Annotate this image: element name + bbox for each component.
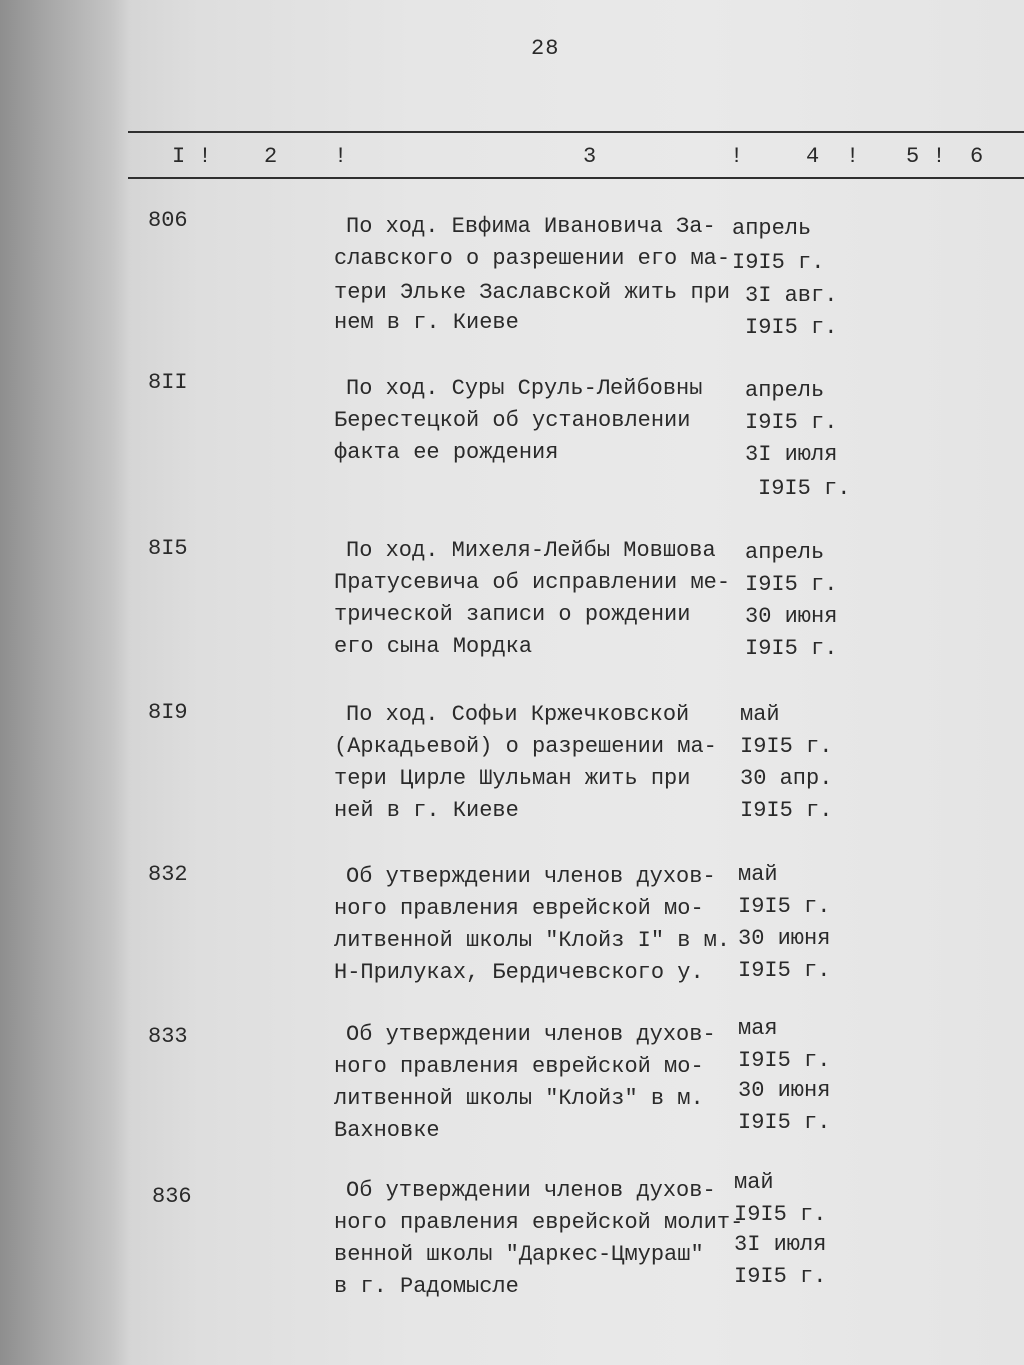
entry-desc-line: ного правления еврейской мо- [334, 896, 704, 921]
entry-date-line: апрель [745, 540, 825, 565]
entry-number: 8I9 [148, 700, 188, 725]
entry-date-line: мая [738, 1016, 778, 1041]
entry-desc-line: венной школы "Даркес-Цмураш" [334, 1242, 704, 1267]
header-sep-3: ! [730, 144, 744, 169]
entry-date-line: I9I5 г. [734, 1264, 827, 1289]
entry-desc-line: в г. Радомысле [334, 1274, 519, 1299]
entry-number: 833 [148, 1024, 188, 1049]
entry-date-line: май [734, 1170, 774, 1195]
entry-date-line: I9I5 г. [740, 734, 833, 759]
entry-date-line: I9I5 г. [740, 798, 833, 823]
entry-date-line: апрель [745, 378, 825, 403]
entry-date-line: I9I5 г. [738, 1110, 831, 1135]
entry-desc-line: ного правления еврейской мо- [334, 1054, 704, 1079]
entry-desc-line: тери Цирле Шульман жить при [334, 766, 691, 791]
header-col-5: 5 ! [906, 144, 946, 169]
entry-desc-line: ного правления еврейской молит- [334, 1210, 744, 1235]
entry-date-line: I9I5 г. [745, 315, 838, 340]
entry-date-line: май [740, 702, 780, 727]
entry-desc-line: Об утверждении членов духов- [346, 1178, 716, 1203]
header-sep-4: ! [846, 144, 860, 169]
entry-desc-line: литвенной школы "Клойз I" в м. [334, 928, 731, 953]
entry-desc-line: По ход. Евфима Ивановича За- [346, 214, 716, 239]
entry-desc-line: его сына Мордка [334, 634, 533, 659]
entry-date-line: 3I июля [745, 442, 838, 467]
entry-desc-line: ней в г. Киеве [334, 798, 519, 823]
entry-desc-line: Об утверждении членов духов- [346, 1022, 716, 1047]
entry-date-line: 30 июня [745, 604, 838, 629]
entry-date-line: I9I5 г. [745, 410, 838, 435]
entry-date-line: май [738, 862, 778, 887]
entry-desc-line: По ход. Михеля-Лейбы Мовшова [346, 538, 716, 563]
entry-desc-line: нем в г. Киеве [334, 310, 519, 335]
page-number: 28 [531, 36, 560, 61]
entry-date-line: I9I5 г. [738, 958, 831, 983]
entry-date-line: I9I5 г. [745, 636, 838, 661]
header-rule-bottom [128, 177, 1024, 179]
entry-date-line: I9I5 г. [738, 1048, 831, 1073]
entry-desc-line: Берестецкой об установлении [334, 408, 691, 433]
entry-desc-line: Об утверждении членов духов- [346, 864, 716, 889]
entry-date-line: I9I5 г. [758, 476, 851, 501]
entry-desc-line: (Аркадьевой) о разрешении ма- [334, 734, 717, 759]
entry-date-line: 30 июня [738, 926, 831, 951]
entry-date-line: 3I июля [734, 1232, 827, 1257]
header-rule-top [128, 131, 1024, 133]
entry-date-line: 30 апр. [740, 766, 833, 791]
entry-desc-line: Н-Прилуках, Бердичевского у. [334, 960, 704, 985]
entry-desc-line: тери Эльке Заславской жить при [334, 280, 731, 305]
header-sep-2: ! [334, 144, 348, 169]
header-col-2: 2 [264, 144, 278, 169]
entry-date-line: I9I5 г. [745, 572, 838, 597]
entry-desc-line: славского о разрешении его ма- [334, 246, 731, 271]
entry-number: 836 [152, 1184, 192, 1209]
entry-desc-line: По ход. Софьи Кржечковской [346, 702, 690, 727]
entry-date-line: 3I авг. [745, 283, 838, 308]
entry-desc-line: факта ее рождения [334, 440, 559, 465]
entry-date-line: I9I5 г. [732, 250, 825, 275]
entry-date-line: I9I5 г. [734, 1202, 827, 1227]
entry-desc-line: Пратусевича об исправлении ме- [334, 570, 731, 595]
header-col-6: 6 [970, 144, 984, 169]
entry-desc-line: Вахновке [334, 1118, 440, 1143]
header-col-1: I ! [172, 144, 212, 169]
entry-desc-line: трической записи о рождении [334, 602, 691, 627]
entry-date-line: апрель [732, 216, 812, 241]
entry-number: 806 [148, 208, 188, 233]
binding-gutter [0, 0, 130, 1365]
entry-date-line: I9I5 г. [738, 894, 831, 919]
header-col-4: 4 [806, 144, 820, 169]
entry-desc-line: По ход. Суры Сруль-Лейбовны [346, 376, 703, 401]
entry-desc-line: литвенной школы "Клойз" в м. [334, 1086, 704, 1111]
entry-number: 8I5 [148, 536, 188, 561]
entry-number: 832 [148, 862, 188, 887]
entry-number: 8II [148, 370, 188, 395]
header-col-3: 3 [583, 144, 597, 169]
entry-date-line: 30 июня [738, 1078, 831, 1103]
